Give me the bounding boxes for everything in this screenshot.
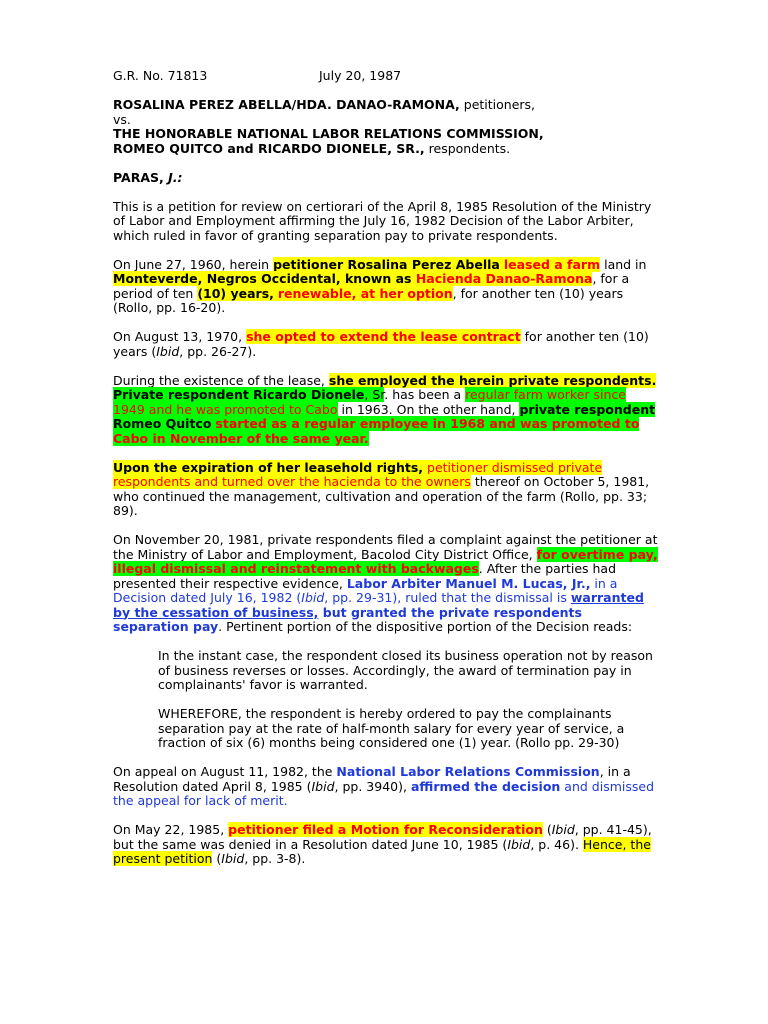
paragraph-extension xyxy=(113,330,658,359)
text-segment: in 1963. On the other hand, xyxy=(337,401,520,417)
highlight-claims: for overtime pay, illegal dismissal and reinstatement with backwages xyxy=(113,546,658,576)
text-segment: On appeal on August 11, 1982, the xyxy=(113,764,337,779)
nlrc-name: National Labor Relations Commission xyxy=(336,764,600,779)
text-segment: in a Decision dated July 16, 1982 ( xyxy=(113,575,618,605)
petitioner-name: ROSALINA PEREZ ABELLA/HDA. DANAO-RAMONA, xyxy=(113,97,460,112)
paragraph-appeal xyxy=(113,765,658,809)
decision-date: July 20, 1987 xyxy=(319,68,402,83)
separation-pay-grant: but granted the private respondents separation pay xyxy=(113,604,582,634)
highlight-employed: she employed the herein private respondents. xyxy=(328,372,657,388)
respondent-name-line1: THE HONORABLE NATIONAL LABOR RELATIONS COMMISSION, xyxy=(113,126,544,141)
quoted-decision-2: WHEREFORE, the respondent is hereby ordered to pay the complainants separation pay at the rate of half-month salary for every year of service, a fraction of six (6) months being considered one (1) year. (Rollo pp. 29-30) xyxy=(158,706,625,750)
paragraph-dismissal xyxy=(113,461,658,519)
highlight-dionele: Private respondent Ricardo Dionele xyxy=(113,387,365,402)
ibid-citation: Ibid xyxy=(551,822,575,837)
labor-arbiter: Labor Arbiter Manuel M. Lucas, Jr., xyxy=(346,575,591,591)
ibid-citation: Ibid xyxy=(156,343,180,359)
text-segment: , pp. 26-27). xyxy=(179,343,257,359)
highlight-regular-worker: regular farm worker since 1949 and he was promoted to Cabo xyxy=(113,387,626,417)
respondent-name-line2: ROMEO QUITCO and RICARDO DIONELE, SR., xyxy=(113,140,425,156)
text-segment: , pp. 41-45), but the same was denied in a Resolution dated June 10, 1985 ( xyxy=(113,822,652,852)
highlight-leased-farm: leased a farm xyxy=(503,256,601,272)
text-segment: for another ten (10) years ( xyxy=(113,329,649,359)
case-number: G.R. No. 71813 xyxy=(113,68,208,83)
highlight-location: Monteverde, Negros Occidental, known as xyxy=(113,271,416,286)
text-segment: . After the parties had presented their respective evidence, xyxy=(113,561,617,591)
paragraph-employment xyxy=(113,374,658,447)
decision-text xyxy=(113,69,658,881)
affirmed-decision: affirmed the decision xyxy=(410,778,561,794)
text-segment: On June 27, 1960, herein xyxy=(113,256,274,272)
highlight-petitioner: petitioner Rosalina Perez Abella xyxy=(273,256,500,272)
respondent-role: respondents. xyxy=(424,140,511,156)
petitioner-role: petitioners, xyxy=(459,97,536,112)
text-segment: On May 22, 1985, xyxy=(113,822,229,837)
ibid-citation: Ibid xyxy=(311,778,335,794)
highlight-present-petition: Hence, the present petition xyxy=(113,836,651,866)
ibid-citation: Ibid xyxy=(301,590,325,605)
highlight-comma: , xyxy=(364,387,373,402)
paragraph-lease xyxy=(113,258,658,316)
paragraph-reconsideration xyxy=(113,823,658,867)
text-segment: On November 20, 1981, private respondents filed a complaint against the petitioner at the Ministry of Labor and Employment, Bacolod City District Office, xyxy=(113,532,658,562)
cessation-of-business: warranted by the cessation of business, xyxy=(113,590,644,620)
text-segment: During the existence of the lease, xyxy=(113,372,329,388)
highlight-renewable: renewable, at her option xyxy=(277,285,453,301)
ibid-citation: Ibid xyxy=(221,851,245,866)
highlight-dismissed: petitioner dismissed private respondents and turned over the hacienda to the owners xyxy=(113,459,603,489)
text-segment: , for another ten (10) years (Rollo, pp. 16-20). xyxy=(113,285,624,315)
versus: vs. xyxy=(113,111,131,127)
text-segment: thereof on October 5, 1981, who continued the management, cultivation and operation of the farm (Rollo, pp. 33; 89). xyxy=(113,474,650,518)
ibid-citation: Ibid xyxy=(507,836,531,852)
text-segment: , p. 46). xyxy=(530,836,583,852)
text-segment: . Pertinent portion of the dispositive portion of the Decision reads: xyxy=(218,619,633,634)
text-segment: . has been a xyxy=(384,387,466,402)
case-caption xyxy=(113,98,658,156)
highlight-sr: Sr xyxy=(372,387,385,402)
paragraph-intro: This is a petition for review on certiorari of the April 8, 1985 Resolution of the Ministry of Labor and Employment affirming the July 16, 1982 Decision of the Labor Arbiter, which ruled in favor of granting separation pay to private respondents. xyxy=(113,198,652,243)
paragraph-complaint xyxy=(113,533,658,635)
ponente xyxy=(113,171,658,186)
highlight-quitco: private respondent Romeo Quitco xyxy=(113,401,656,431)
text-segment: , for a period of ten xyxy=(113,271,630,301)
ponente-name: PARAS, xyxy=(113,169,169,185)
appeal-dismissed: and dismissed the appeal for lack of merit. xyxy=(113,778,655,808)
text-segment: , pp. 29-31), ruled that the dismissal is xyxy=(324,590,571,605)
ponente-title: J.: xyxy=(168,169,183,185)
highlight-hacienda: Hacienda Danao-Ramona xyxy=(415,271,593,286)
quoted-decision-1: In the instant case, the respondent closed its business operation not by reason of business reverses or losses. Accordingly, the award of termination pay in complainants' favor is warranted. xyxy=(158,648,653,692)
text-segment: land in xyxy=(600,256,647,272)
text-segment: , pp. 3940), xyxy=(334,778,411,794)
text-segment: , pp. 3-8). xyxy=(244,851,306,866)
text-segment: ( xyxy=(542,822,552,837)
case-header xyxy=(113,69,658,84)
text-segment: , in a Resolution dated April 8, 1985 ( xyxy=(113,764,631,794)
text-segment: On August 13, 1970, xyxy=(113,329,247,344)
highlight-expiration: Upon the expiration of her leasehold rights, xyxy=(113,459,424,475)
text-segment: ( xyxy=(212,851,222,866)
highlight-extend-lease: she opted to extend the lease contract xyxy=(246,329,521,344)
highlight-ten-years: (10) years, xyxy=(197,285,274,301)
highlight-motion: petitioner filed a Motion for Reconsideration xyxy=(228,822,543,837)
highlight-quitco-cabo: started as a regular employee in 1968 and was promoted to Cabo in November of the same year. xyxy=(113,416,640,446)
